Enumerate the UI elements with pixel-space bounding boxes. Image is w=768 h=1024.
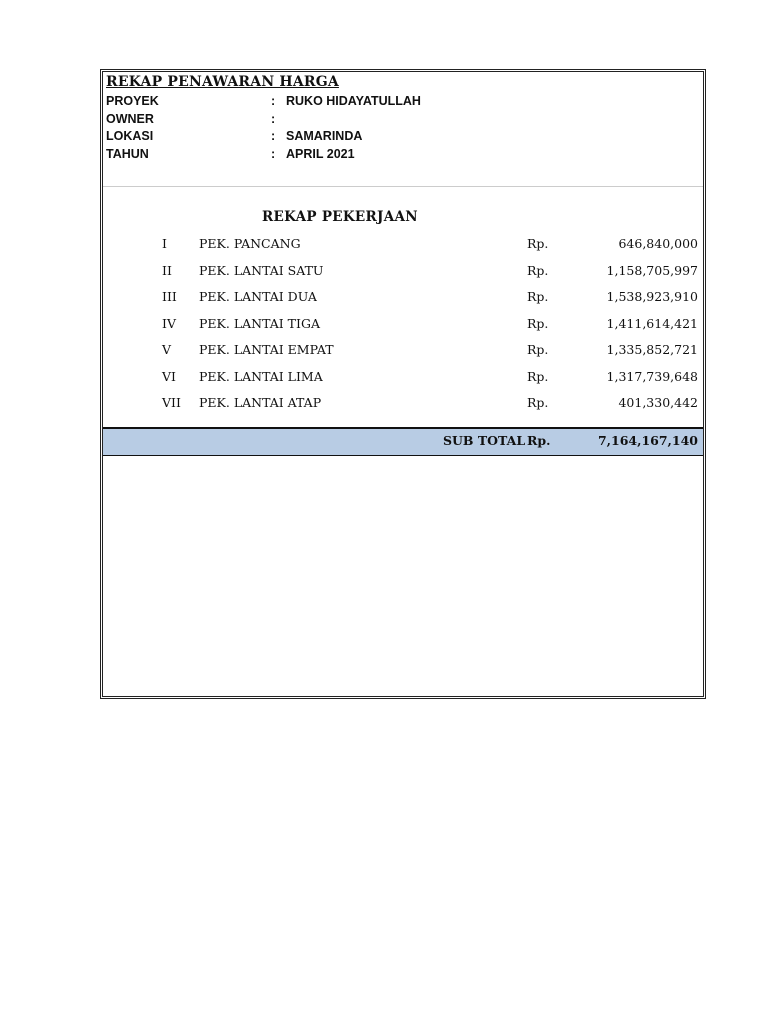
subtotal-amount: 7,164,167,140 bbox=[597, 433, 698, 448]
item-amount: 1,317,739,648 bbox=[606, 369, 698, 384]
subtotal-row bbox=[103, 427, 703, 456]
header-divider bbox=[103, 186, 703, 187]
table-row bbox=[103, 287, 703, 307]
info-value: RUKO HIDAYATULLAH bbox=[286, 94, 421, 108]
item-currency: Rp. bbox=[527, 316, 549, 331]
item-amount: 646,840,000 bbox=[618, 236, 698, 251]
document-title: REKAP PENAWARAN HARGA bbox=[106, 74, 339, 90]
info-value: APRIL 2021 bbox=[286, 147, 355, 161]
info-colon: : bbox=[271, 129, 276, 143]
item-name: PEK. LANTAI ATAP bbox=[199, 395, 322, 410]
item-amount: 1,411,614,421 bbox=[606, 316, 698, 331]
info-row-owner bbox=[106, 110, 686, 128]
item-currency: Rp. bbox=[527, 289, 549, 304]
info-colon: : bbox=[271, 147, 276, 161]
document-sheet bbox=[100, 69, 706, 699]
item-currency: Rp. bbox=[527, 342, 549, 357]
item-amount: 1,158,705,997 bbox=[606, 263, 698, 278]
item-currency: Rp. bbox=[527, 263, 549, 278]
subtotal-label: SUB TOTAL bbox=[443, 433, 526, 448]
table-row bbox=[103, 261, 703, 281]
item-number: I bbox=[162, 236, 167, 251]
item-number: V bbox=[162, 342, 172, 357]
item-name: PEK. PANCANG bbox=[199, 236, 301, 251]
table-row bbox=[103, 314, 703, 334]
item-number: VI bbox=[162, 369, 176, 384]
info-label: LOKASI bbox=[106, 129, 154, 143]
info-row-proyek bbox=[106, 92, 686, 110]
item-currency: Rp. bbox=[527, 369, 549, 384]
item-number: IV bbox=[162, 316, 176, 331]
section-title: REKAP PEKERJAAN bbox=[262, 209, 418, 225]
table-row bbox=[103, 393, 703, 413]
item-name: PEK. LANTAI EMPAT bbox=[199, 342, 334, 357]
item-amount: 1,335,852,721 bbox=[606, 342, 698, 357]
info-row-tahun bbox=[106, 145, 686, 163]
item-name: PEK. LANTAI LIMA bbox=[199, 369, 323, 384]
item-number: III bbox=[162, 289, 177, 304]
table-row bbox=[103, 340, 703, 360]
subtotal-currency: Rp. bbox=[527, 433, 551, 448]
info-label: OWNER bbox=[106, 112, 154, 126]
info-colon: : bbox=[271, 112, 276, 126]
item-amount: 401,330,442 bbox=[618, 395, 698, 410]
info-value: SAMARINDA bbox=[286, 129, 363, 143]
item-name: PEK. LANTAI TIGA bbox=[199, 316, 320, 331]
info-row-lokasi bbox=[106, 127, 686, 145]
item-number: II bbox=[162, 263, 172, 278]
item-amount: 1,538,923,910 bbox=[606, 289, 698, 304]
info-label: TAHUN bbox=[106, 147, 149, 161]
info-label: PROYEK bbox=[106, 94, 159, 108]
item-currency: Rp. bbox=[527, 236, 549, 251]
item-name: PEK. LANTAI DUA bbox=[199, 289, 317, 304]
table-row bbox=[103, 234, 703, 254]
info-colon: : bbox=[271, 94, 276, 108]
item-currency: Rp. bbox=[527, 395, 549, 410]
item-number: VII bbox=[162, 395, 181, 410]
table-row bbox=[103, 367, 703, 387]
item-name: PEK. LANTAI SATU bbox=[199, 263, 324, 278]
